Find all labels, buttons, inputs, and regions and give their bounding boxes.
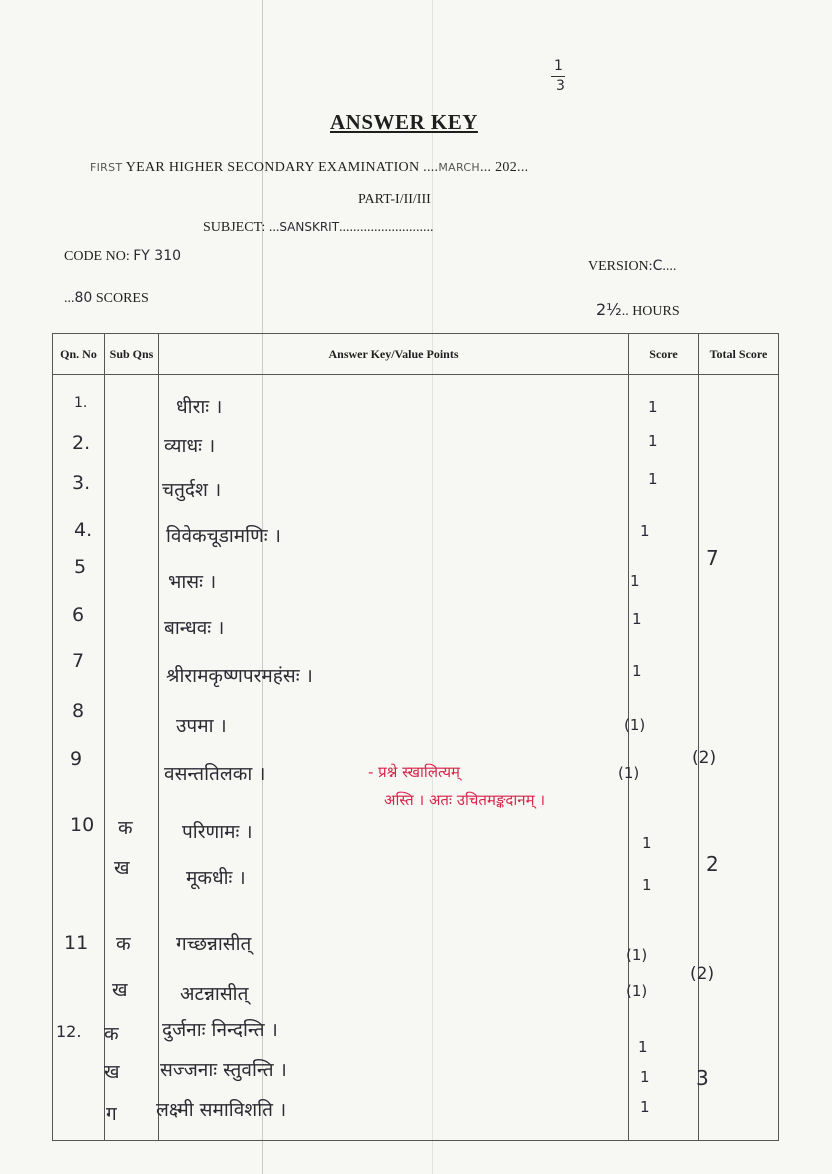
qn-number: 10	[70, 814, 95, 836]
exam-month-fill: MARCH	[438, 161, 480, 174]
sub-question: ख	[104, 1061, 120, 1083]
code-value: FY 310	[133, 248, 182, 264]
score-value: 1	[630, 572, 640, 590]
answer-text: धीराः ।	[176, 396, 223, 418]
hours-value: 2½	[596, 300, 622, 319]
version-label: VERSION:	[588, 259, 653, 274]
answer-text: गच्छन्नासीत्	[176, 933, 252, 955]
score-value: (1)	[618, 764, 640, 782]
score-value: 1	[648, 432, 658, 450]
score-value: 1	[640, 1098, 650, 1116]
qn-number: 5	[74, 556, 87, 578]
scores-line: ...80 SCORES	[64, 290, 149, 306]
red-annotation-line2: अस्ति । अतः उचितमङ्कदानम् ।	[384, 791, 546, 809]
score-value: 1	[632, 610, 642, 628]
fraction-bar	[551, 76, 565, 77]
version-dots: ....	[662, 259, 677, 274]
sub-question: ख	[112, 979, 128, 1001]
hours-label: .. HOURS	[621, 304, 680, 319]
fraction-numerator: 1	[554, 58, 563, 74]
header-total-score: Total Score	[699, 334, 779, 375]
qn-number: 12.	[56, 1022, 82, 1041]
header-sub-qns: Sub Qns	[105, 334, 159, 375]
answer-text: सज्जनाः स्तुवन्ति ।	[160, 1059, 287, 1081]
answer-text: परिणामः ।	[182, 821, 253, 843]
header-qn-no: Qn. No	[53, 334, 105, 375]
exam-line-text: YEAR HIGHER SECONDARY EXAMINATION ....	[125, 160, 439, 175]
total-score: (2)	[692, 748, 717, 768]
answer-text: बान्धवः ।	[164, 617, 225, 639]
score-value: (1)	[626, 982, 648, 1000]
score-value: 1	[640, 522, 650, 540]
answer-text: विवेकचूडामणिः ।	[166, 525, 281, 547]
part-label: PART-I/II/III	[358, 192, 431, 207]
exam-line	[90, 160, 528, 176]
answer-text: व्याधः ।	[164, 435, 216, 457]
total-score: (2)	[690, 964, 715, 984]
scores-label: SCORES	[95, 291, 149, 306]
qn-number: 6	[72, 604, 85, 626]
page-title: ANSWER KEY	[330, 110, 478, 134]
version-line	[588, 258, 676, 275]
score-value: 1	[632, 662, 642, 680]
score-value: 1	[648, 398, 658, 416]
sub-question: क	[104, 1023, 119, 1045]
qn-number: 1.	[74, 395, 88, 411]
sub-question: ख	[114, 857, 130, 879]
total-score: 2	[706, 852, 719, 876]
code-label: CODE NO:	[64, 249, 130, 264]
answer-text: दुर्जनाः निन्दन्ति ।	[162, 1019, 278, 1041]
sub-question: क	[118, 817, 133, 839]
qn-number: 3.	[72, 472, 91, 494]
qn-number: 7	[72, 650, 85, 672]
answer-text: उपमा ।	[176, 715, 227, 737]
version-value: C	[652, 258, 663, 274]
qn-number: 4.	[74, 519, 93, 541]
subject-value: SANSKRIT	[279, 220, 340, 234]
fraction-denominator: 3	[556, 78, 565, 94]
subject-line	[203, 220, 434, 236]
answer-text: मूकधीः ।	[186, 867, 246, 889]
score-value: 1	[638, 1038, 648, 1056]
score-value: (1)	[624, 716, 646, 734]
answer-text: वसन्ततिलका ।	[164, 763, 266, 785]
score-value: 1	[642, 834, 652, 852]
header-score: Score	[629, 334, 699, 375]
answer-text: लक्ष्मी समाविशति ।	[156, 1099, 287, 1121]
qn-number: 8	[72, 700, 85, 722]
qn-number: 9	[70, 748, 83, 770]
hours-line	[596, 300, 680, 320]
sub-question: क	[116, 933, 131, 955]
qn-number: 2.	[72, 432, 91, 454]
answer-text: भासः ।	[168, 571, 217, 593]
total-score: 3	[696, 1066, 709, 1090]
score-value: (1)	[626, 946, 648, 964]
answer-text: अटन्नासीत्	[180, 983, 249, 1005]
qn-number: 11	[64, 932, 89, 954]
subject-dots: ...........................	[339, 220, 434, 235]
header-answer-key: Answer Key/Value Points	[159, 334, 629, 375]
subject-label: SUBJECT: ...	[203, 220, 280, 235]
score-value: 1	[642, 876, 652, 894]
code-line	[64, 248, 181, 265]
sub-question: ग	[106, 1103, 117, 1125]
score-value: 1	[648, 470, 658, 488]
total-score: 7	[706, 546, 719, 570]
exam-year-fill: FIRST	[90, 161, 123, 174]
score-value: 1	[640, 1068, 650, 1086]
exam-year-suffix: ... 202...	[479, 160, 529, 175]
red-annotation-line1: - प्रश्ने स्खालित्यम्	[368, 763, 461, 781]
scores-value: 80	[74, 290, 93, 306]
answer-text: श्रीरामकृष्णपरमहंसः ।	[166, 665, 313, 687]
answer-text: चतुर्दश ।	[162, 479, 222, 501]
